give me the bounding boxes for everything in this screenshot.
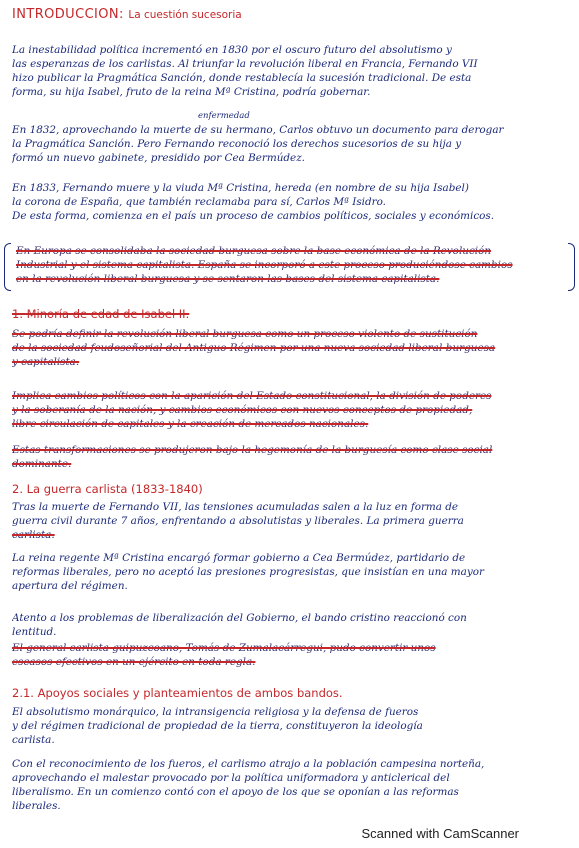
struck-line: Industrial y el sistema capitalista. España se incorporó a este proceso produciéndose cambios (16, 259, 513, 271)
paragraph-line: liberalismo. En un comienzo contó con el apoyo de los que se oponían a las reformas (12, 786, 459, 798)
paragraph-line: De esta forma, comienza en el país un proceso de cambios políticos, sociales y económicos. (12, 210, 495, 222)
page-title (12, 8, 571, 22)
left-brace (4, 243, 11, 291)
title-subtitle: La cuestión sucesoria (128, 9, 242, 21)
margin-annotation: enfermedad (198, 111, 250, 121)
paragraph-line: reformas liberales, pero no aceptó las presiones progresistas, que insistían en una mayor (12, 566, 484, 578)
paragraph-line: la Pragmática Sanción. Pero Fernando reconoció los derechos sucesorios de su hija y (12, 138, 462, 150)
title-main: INTRODUCCIÓN: (12, 8, 124, 22)
struck-line: en la revolución liberal burguesa y se sentaron las bases del sistema capitalista. (16, 273, 440, 285)
paragraph-line: La reina regente Mª Cristina encargó formar gobierno a Cea Bermúdez, partidario de (12, 552, 466, 564)
paragraph-line: El absolutismo monárquico, la intransigencia religiosa y la defensa de fueros (12, 706, 419, 718)
struck-line: En Europa se consolidaba la sociedad burguesa sobre la base económica de la Revolución (16, 245, 492, 257)
struck-line: Estas transformaciones se produjeron bajo la hegemonía de la burguesía como clase social (12, 444, 493, 456)
paragraph-line: En 1832, aprovechando la muerte de su hermano, Carlos obtuvo un documento para derogar (12, 124, 504, 136)
struck-line: Implica cambios políticos con la aparición del Estado constitucional, la división de poderes (12, 390, 492, 402)
paragraph-line: y del régimen tradicional de propiedad de la tierra, constituyeron la ideología (12, 720, 423, 732)
section-heading-1: 1. Minoría de edad de Isabel II. (12, 307, 190, 321)
paragraph-line: Con el reconocimiento de los fueros, el carlismo atrajo a la población campesina norteña, (12, 758, 485, 770)
paragraph-line: apertura del régimen. (12, 580, 128, 592)
struck-line: escasos efectivos en un ejército en toda regla. (12, 656, 256, 668)
right-brace (568, 243, 575, 291)
paragraph-line: Atento a los problemas de liberalización del Gobierno, el bando cristino reaccionó con (12, 612, 467, 624)
struck-line: libre circulación de capitales y la creación de mercados nacionales. (12, 418, 369, 430)
paragraph-line: Tras la muerte de Fernando VII, las tensiones acumuladas salen a la luz en forma de (12, 501, 459, 513)
paragraph-line: liberales. (12, 800, 61, 812)
paragraph-line: aprovechando el malestar provocado por la política uniformadora y anticlerical del (12, 772, 450, 784)
paragraph-line: carlista. (12, 734, 55, 746)
paragraph-line: la corona de España, que también reclamaba para sí, Carlos Mª Isidro. (12, 196, 386, 208)
paragraph-line: guerra civil durante 7 años, enfrentando a absolutistas y liberales. La primera guerra (12, 515, 464, 527)
paragraph-line: carlista. (12, 529, 55, 541)
intro-line: forma, su hija Isabel, fruto de la reina Mª Cristina, podría gobernar. (12, 86, 371, 98)
intro-line: hizo publicar la Pragmática Sanción, donde restablecía la sucesión tradicional. De esta (12, 72, 472, 84)
struck-line: y la soberanía de la nación, y cambios económicos con nuevos conceptos de propiedad, (12, 404, 473, 416)
struck-line: Se podría definir la revolución liberal burguesa como un proceso violento de sustitución (12, 328, 478, 340)
intro-line: las esperanzas de los carlistas. Al triunfar la revolución liberal en Francia, Fernando VII (12, 58, 478, 70)
paragraph-line: lentitud. (12, 626, 57, 638)
struck-line: y capitalista. (12, 356, 80, 368)
scanner-watermark: Scanned with CamScanner (361, 826, 519, 841)
intro-line: La inestabilidad política incrementó en 1830 por el oscuro futuro del absolutismo y (12, 44, 452, 56)
struck-line: dominante. (12, 458, 72, 470)
section-heading-2-1: 2.1. Apoyos sociales y planteamientos de ambos bandos. (12, 686, 343, 700)
section-heading-2: 2. La guerra carlista (1833-1840) (12, 482, 203, 496)
struck-line: de la sociedad feudoseñorial del Antiguo Régimen por una nueva sociedad liberal-burguesa (12, 342, 496, 354)
paragraph-line: En 1833, Fernando muere y la viuda Mª Cristina, hereda (en nombre de su hija Isabel) (12, 182, 469, 194)
struck-line: El general carlista guipuzcoano, Tomás de Zumalacárregui, pudo convertir unos (12, 642, 436, 654)
paragraph-line: formó un nuevo gabinete, presidido por Cea Bermúdez. (12, 152, 305, 164)
